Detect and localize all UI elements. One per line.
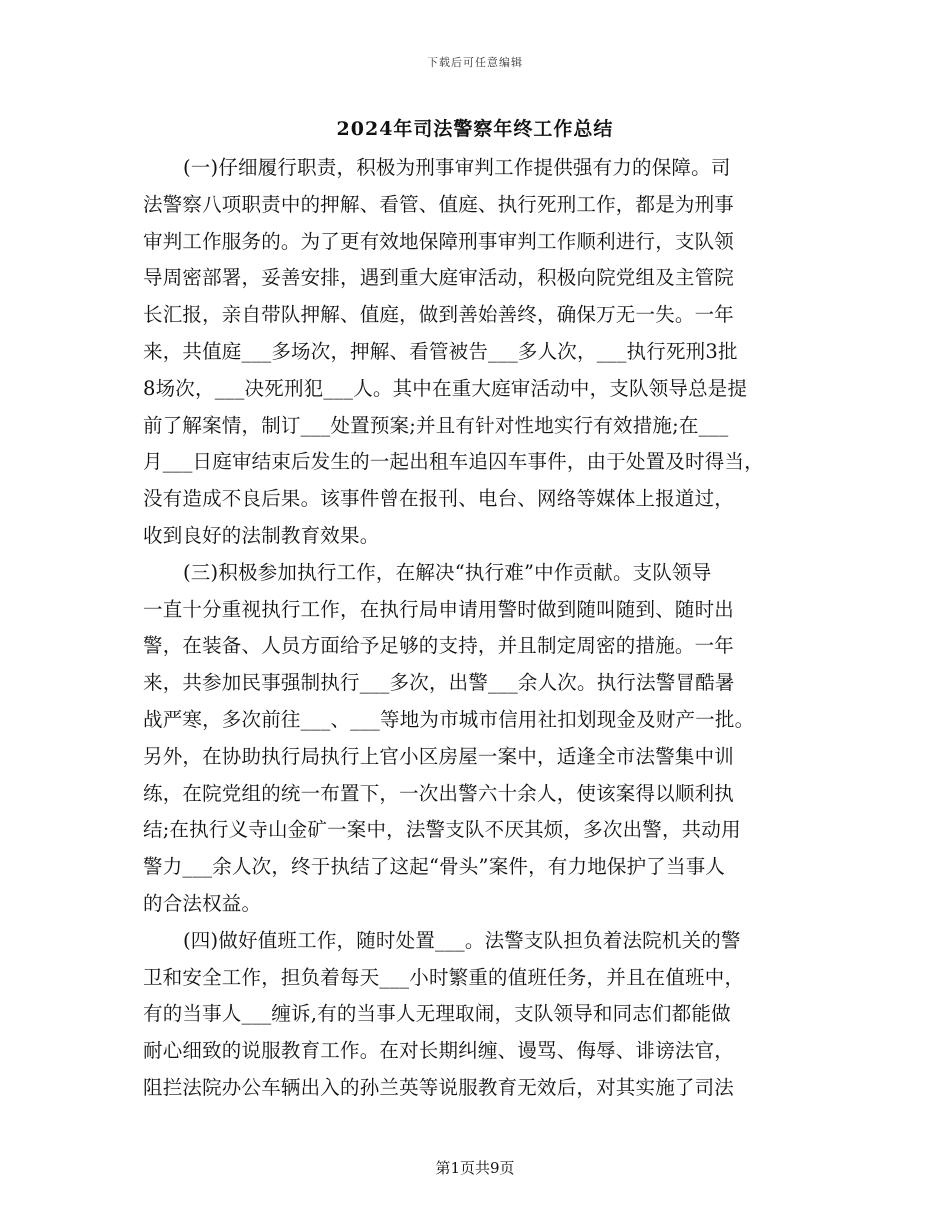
paragraph-line: 战严寒，多次前往___、___等地为市城市信用社扣划现金及财产一批。 — [143, 707, 755, 731]
paragraph-line: 导周密部署，妥善安排，遇到重大庭审活动，积极向院党组及主管院 — [143, 266, 735, 290]
paragraph-line: 的合法权益。 — [143, 891, 262, 915]
paragraph-line: 练，在院党组的统一布置下，一次出警六十余人，使该案得以顺利执 — [143, 781, 735, 805]
paragraph-line: 8场次，___决死刑犯___人。其中在重大庭审活动中，支队领导总是提 — [143, 376, 748, 400]
paragraph-line: (四)做好值班工作，随时处置___。法警支队担负着法院机关的警 — [183, 928, 741, 952]
paragraph-line: 有的当事人___缠诉,有的当事人无理取闹，支队领导和同志们都能做 — [143, 1002, 731, 1026]
paragraph-line: 一直十分重视执行工作，在执行局申请用警时做到随叫随到、随时出 — [143, 597, 735, 621]
page-number: 第1页共9页 — [435, 1159, 515, 1177]
paragraph-line: 来，共参加民事强制执行___多次，出警___余人次。执行法警冒酷暑 — [143, 671, 735, 695]
paragraph-line: 收到良好的法制教育效果。 — [143, 523, 380, 547]
document-title: 2024年司法警察年终工作总结 — [336, 118, 614, 140]
document-body — [143, 150, 803, 1107]
paragraph-line: 耐心细致的说服教育工作。在对长期纠缠、谩骂、侮辱、诽谤法官， — [143, 1039, 735, 1063]
paragraph-line: 月___日庭审结束后发生的一起出租车追囚车事件，由于处置及时得当， — [143, 450, 764, 474]
paragraph-line: 警，在装备、人员方面给予足够的支持，并且制定周密的措施。一年 — [143, 634, 735, 658]
paragraph-line: 长汇报，亲自带队押解、值庭，做到善始善终，确保万无一失。一年 — [143, 303, 735, 327]
paragraph-line: 结;在执行义寺山金矿一案中，法警支队不厌其烦，多次出警，共动用 — [143, 818, 741, 842]
paragraph-line: 卫和安全工作，担负着每天___小时繁重的值班任务，并且在值班中， — [143, 965, 745, 989]
paragraph-line: 审判工作服务的。为了更有效地保障刑事审判工作顺利进行，支队领 — [143, 229, 735, 253]
download-note: 下载后可任意编辑 — [427, 56, 523, 69]
paragraph-line: (一)仔细履行职责，积极为刑事审判工作提供强有力的保障。司 — [183, 156, 731, 179]
paragraph-line: 法警察八项职责中的押解、看管、值庭、执行死刑工作，都是为刑事 — [143, 192, 735, 216]
paragraph-line: (三)积极参加执行工作，在解决“执行难”中作贡献。支队领导 — [183, 560, 712, 584]
paragraph-line: 另外，在协助执行局执行上官小区房屋一案中，适逢全市法警集中训 — [143, 744, 735, 768]
paragraph-line: 阻拦法院办公车辆出入的孙兰英等说服教育无效后，对其实施了司法 — [143, 1075, 735, 1099]
paragraph-line: 来，共值庭___多场次，押解、看管被告___多人次，___执行死刑3批 — [143, 339, 738, 363]
paragraph-line: 前了解案情，制订___处置预案;并且有针对性地实行有效措施;在___ — [143, 413, 729, 437]
paragraph-line: 警力___余人次，终于执结了这起“骨头”案件，有力地保护了当事人 — [143, 855, 726, 879]
paragraph-line: 没有造成不良后果。该事件曾在报刊、电台、网络等媒体上报道过， — [143, 487, 735, 511]
